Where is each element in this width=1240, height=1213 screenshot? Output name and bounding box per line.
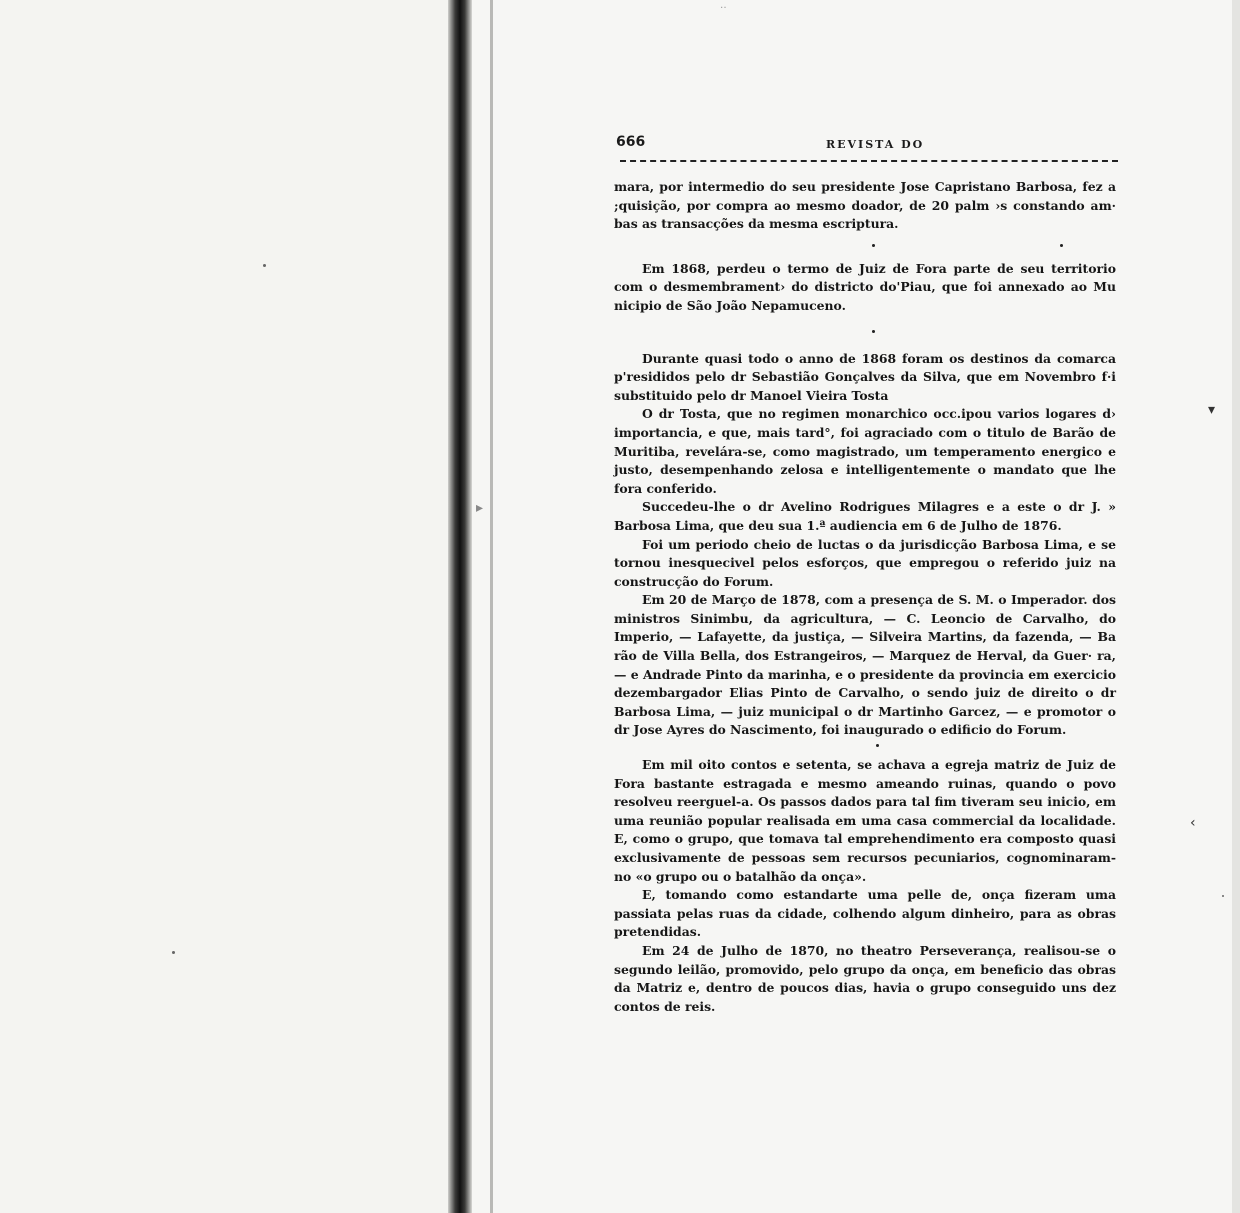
paragraph: mara, por intermedio do seu presidente Jose Capristano Barbosa, fez a ;quisição, por compra ao mesmo doador, de 20 palm ›s constando am· bas as transacções da mesma escriptura. <box>614 179 1116 232</box>
section-separator <box>614 740 1116 756</box>
scan-speck <box>172 951 175 954</box>
gutter-edge-line <box>490 0 493 1213</box>
section-separator <box>614 234 1116 260</box>
margin-mark: ▾ <box>1208 402 1216 418</box>
paragraph: Em 20 de Março de 1878, com a presença de S. M. o Imperador. dos ministros Sinimbu, da agricultura, — C. Leoncio de Carvalho, do Imperio, — Lafayette, da justiça, — Silveira Martins, da fazenda, — Ba rão de Villa Bella, dos Estrangeiros, — Marquez de Herval, da Guer· ra, — e Andrade Pinto da marinha, e o presidente da provincia em exercicio dezembargador Elias Pinto de Carvalho, o sendo juiz de direito o dr Barbosa Lima, — juiz municipal o dr Martinho Garcez, — e promotor o dr Jose Ayres do Nascimento, foi inaugurado o edificio do Forum. <box>614 592 1116 738</box>
page-number: 666 <box>616 134 646 150</box>
scan-speck <box>1222 895 1224 897</box>
gutter-mark: ▸ <box>476 500 484 516</box>
paragraph: Foi um periodo cheio de luctas o da jurisdicção Barbosa Lima, e se tornou inesquecivel pelos esforços, que empregou o referido juiz na construcção do Forum. <box>614 536 1116 589</box>
page-header <box>616 134 1120 158</box>
paragraph: O dr Tosta, que no regimen monarchico occ.ipou varios logares d› importancia, e que, mais tard°, foi agraciado com o titulo de Barão de Muritiba, revelára-se, como magistrado, um temperamento energico e justo, desempenhando zelosa e intelligentemente o mandato que lhe fora conferido. <box>614 406 1116 496</box>
running-head: REVISTA DO <box>826 138 925 151</box>
section-separator <box>614 316 1116 342</box>
paragraph: Em 1868, perdeu o termo de Juiz de Fora parte de seu territorio com o desmembrament› do districto do'Piau, que foi annexado ao Mu nicipio de São João Nepamuceno. <box>614 260 1116 313</box>
paragraph: Em 24 de Julho de 1870, no theatro Perseverança, realisou-se o segundo leilão, promovido, pelo grupo da onça, em beneficio das obras da Matriz e, dentro de poucos dias, havia o grupo conseguido uns dez contos de reis. <box>614 942 1116 1014</box>
header-rule <box>620 160 1118 162</box>
book-gutter <box>448 0 472 1213</box>
paragraph: Durante quasi todo o anno de 1868 foram os destinos da comarca p'resididos pelo dr Sebastião Gonçalves da Silva, que em Novembro f·i substituido pelo dr Manoel Vieira Tosta <box>614 350 1116 403</box>
right-page-edge <box>1232 0 1240 1213</box>
scan-speck <box>263 264 266 267</box>
top-edge-mark: ‥ <box>720 0 727 11</box>
left-blank-page <box>0 0 455 1213</box>
paragraph: Succedeu-lhe o dr Avelino Rodrigues Milagres e a este o dr J. » Barbosa Lima, que deu sua 1.ª audiencia em 6 de Julho de 1876. <box>614 499 1116 533</box>
body-text <box>614 178 1116 1016</box>
margin-mark: ‹ <box>1190 815 1196 831</box>
paragraph: Em mil oito contos e setenta, se achava a egreja matriz de Juiz de Fora bastante estragada e mesmo ameando ruinas, quando o povo resolveu reerguel-a. Os passos dados para tal fim tiveram seu inicio, em uma reunião popular realisada em uma casa commercial da localidade. E, como o grupo, que tomava tal emprehendimento era composto quasi exclusivamente de pessoas sem recursos pecuniarios, cognominaram-no «o grupo ou o batalhão da onça». <box>614 757 1116 884</box>
paragraph: E, tomando como estandarte uma pelle de, onça fizeram uma passiata pelas ruas da cidade, colhendo algum dinheiro, para as obras pretendidas. <box>614 887 1116 940</box>
